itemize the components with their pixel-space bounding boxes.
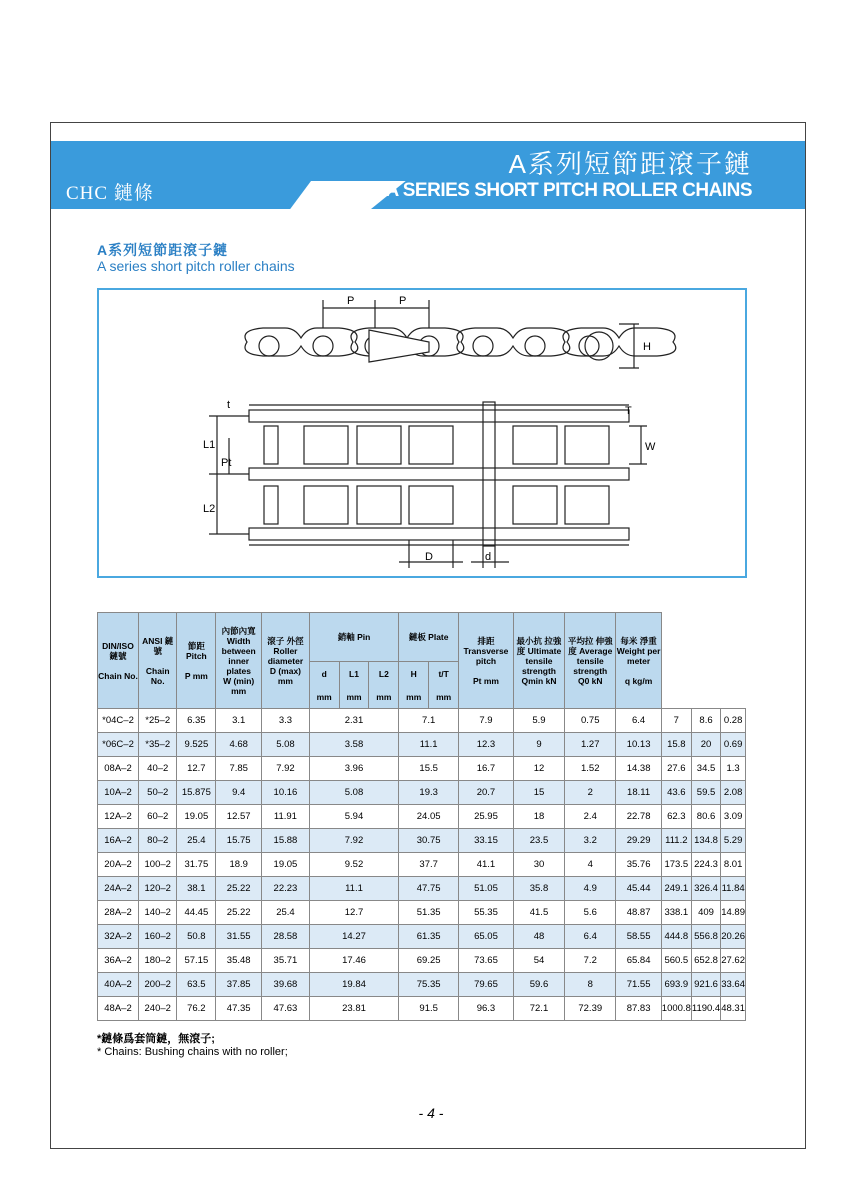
table-cell: 12.7 bbox=[177, 757, 216, 781]
table-cell: 45.44 bbox=[616, 877, 661, 901]
table-cell: 19.05 bbox=[177, 805, 216, 829]
table-cell: 54 bbox=[513, 949, 564, 973]
table-cell: 12A–2 bbox=[98, 805, 139, 829]
table-cell: 31.75 bbox=[177, 853, 216, 877]
table-row bbox=[98, 877, 746, 901]
table-cell: 55.35 bbox=[459, 901, 514, 925]
table-cell: 5.08 bbox=[309, 781, 398, 805]
dim-label-p2: P bbox=[399, 295, 407, 307]
table-cell: 6.4 bbox=[565, 925, 616, 949]
table-cell: 87.83 bbox=[616, 997, 661, 1021]
col-plate: 鏈板 Plate H mm t/T mm bbox=[399, 613, 459, 709]
table-cell: 1000.8 bbox=[661, 997, 691, 1021]
table-cell: 1.27 bbox=[565, 733, 616, 757]
chain-diagram bbox=[97, 288, 747, 578]
table-cell: 48 bbox=[513, 925, 564, 949]
table-cell: 3.3 bbox=[262, 709, 310, 733]
table-cell: 338.1 bbox=[661, 901, 691, 925]
table-cell: 31.55 bbox=[216, 925, 262, 949]
table-cell: 80.6 bbox=[691, 805, 720, 829]
col-ultimate: 最小抗 拉強度 Ultimate tensile strength Qmin kN bbox=[513, 613, 564, 709]
table-cell: 7.1 bbox=[399, 709, 459, 733]
table-cell: 72.39 bbox=[565, 997, 616, 1021]
table-cell: 96.3 bbox=[459, 997, 514, 1021]
table-cell: 40A–2 bbox=[98, 973, 139, 997]
table-cell: 140–2 bbox=[139, 901, 177, 925]
table-cell: *04C–2 bbox=[98, 709, 139, 733]
table-cell: 91.5 bbox=[399, 997, 459, 1021]
table-cell: 224.3 bbox=[691, 853, 720, 877]
table-cell: 19.05 bbox=[262, 853, 310, 877]
table-cell: 14.89 bbox=[721, 901, 746, 925]
table-cell: 1.3 bbox=[721, 757, 746, 781]
table-cell: 58.55 bbox=[616, 925, 661, 949]
table-cell: 33.15 bbox=[459, 829, 514, 853]
table-cell: 34.5 bbox=[691, 757, 720, 781]
table-cell: 10.13 bbox=[616, 733, 661, 757]
table-cell: 12.3 bbox=[459, 733, 514, 757]
table-cell: 76.2 bbox=[177, 997, 216, 1021]
table-cell: 15 bbox=[513, 781, 564, 805]
table-cell: 19.3 bbox=[399, 781, 459, 805]
table-cell: 57.15 bbox=[177, 949, 216, 973]
table-cell: 12.57 bbox=[216, 805, 262, 829]
table-cell: 9.525 bbox=[177, 733, 216, 757]
table-cell: 921.6 bbox=[691, 973, 720, 997]
dim-label-D: D bbox=[425, 551, 433, 563]
table-cell: 59.5 bbox=[691, 781, 720, 805]
table-cell: 111.2 bbox=[661, 829, 691, 853]
col-weight: 每米 淨重 Weight per meter q kg/m bbox=[616, 613, 661, 709]
table-cell: 08A–2 bbox=[98, 757, 139, 781]
table-cell: 44.45 bbox=[177, 901, 216, 925]
table-cell: 51.35 bbox=[399, 901, 459, 925]
table-cell: 79.65 bbox=[459, 973, 514, 997]
table-cell: 30.75 bbox=[399, 829, 459, 853]
col-roller: 滾子 外徑 Roller diameter D (max) mm bbox=[262, 613, 310, 709]
table-cell: 16.7 bbox=[459, 757, 514, 781]
table-cell: 22.23 bbox=[262, 877, 310, 901]
table-row bbox=[98, 733, 746, 757]
table-cell: 73.65 bbox=[459, 949, 514, 973]
table-cell: 5.08 bbox=[262, 733, 310, 757]
col-average: 平均拉 伸強度 Average tensile strength Q0 kN bbox=[565, 613, 616, 709]
table-cell: *06C–2 bbox=[98, 733, 139, 757]
table-cell: 25.4 bbox=[177, 829, 216, 853]
table-cell: 326.4 bbox=[691, 877, 720, 901]
dim-label-w: W bbox=[645, 441, 656, 453]
table-cell: 51.05 bbox=[459, 877, 514, 901]
table-cell: 9 bbox=[513, 733, 564, 757]
table-row bbox=[98, 709, 746, 733]
table-cell: 32A–2 bbox=[98, 925, 139, 949]
table-cell: 8 bbox=[565, 973, 616, 997]
table-cell: 7.92 bbox=[309, 829, 398, 853]
table-row bbox=[98, 949, 746, 973]
table-cell: 200–2 bbox=[139, 973, 177, 997]
brand-label: CHC 鏈條 bbox=[66, 183, 154, 204]
table-cell: 0.28 bbox=[721, 709, 746, 733]
table-cell: 8.6 bbox=[691, 709, 720, 733]
table-cell: 15.875 bbox=[177, 781, 216, 805]
table-cell: 560.5 bbox=[661, 949, 691, 973]
table-cell: 80–2 bbox=[139, 829, 177, 853]
table-cell: 134.8 bbox=[691, 829, 720, 853]
table-cell: 23.81 bbox=[309, 997, 398, 1021]
table-cell: 37.85 bbox=[216, 973, 262, 997]
dim-label-t: t bbox=[227, 399, 231, 411]
table-cell: 65.84 bbox=[616, 949, 661, 973]
table-cell: 43.6 bbox=[661, 781, 691, 805]
table-cell: 75.35 bbox=[399, 973, 459, 997]
table-cell: 7.85 bbox=[216, 757, 262, 781]
dim-label-pt: Pt bbox=[221, 457, 232, 469]
table-cell: 20 bbox=[691, 733, 720, 757]
table-row bbox=[98, 901, 746, 925]
table-cell: 11.1 bbox=[309, 877, 398, 901]
table-cell: 25.22 bbox=[216, 877, 262, 901]
table-row bbox=[98, 757, 746, 781]
table-cell: 3.96 bbox=[309, 757, 398, 781]
table-cell: 41.1 bbox=[459, 853, 514, 877]
table-cell: 10.16 bbox=[262, 781, 310, 805]
table-cell: 18 bbox=[513, 805, 564, 829]
table-cell: 38.1 bbox=[177, 877, 216, 901]
table-cell: 27.62 bbox=[721, 949, 746, 973]
table-cell: 33.64 bbox=[721, 973, 746, 997]
table-cell: 173.5 bbox=[661, 853, 691, 877]
table-cell: 47.63 bbox=[262, 997, 310, 1021]
note-en: * Chains: Bushing chains with no roller; bbox=[97, 1046, 288, 1058]
table-cell: 48.87 bbox=[616, 901, 661, 925]
table-row bbox=[98, 805, 746, 829]
table-cell: 63.5 bbox=[177, 973, 216, 997]
table-cell: 0.69 bbox=[721, 733, 746, 757]
table-cell: 18.9 bbox=[216, 853, 262, 877]
table-cell: 20.7 bbox=[459, 781, 514, 805]
table-cell: 25.22 bbox=[216, 901, 262, 925]
table-cell: 409 bbox=[691, 901, 720, 925]
table-row bbox=[98, 781, 746, 805]
table-cell: 30 bbox=[513, 853, 564, 877]
table-cell: 50.8 bbox=[177, 925, 216, 949]
spec-table bbox=[97, 612, 746, 1021]
table-cell: 444.8 bbox=[661, 925, 691, 949]
col-pin: 銷軸 Pin d mm L1 mm L2 mm bbox=[309, 613, 398, 709]
dim-label-h: H bbox=[643, 341, 651, 353]
col-width: 內節內寬 Width between inner plates W (min) mm bbox=[216, 613, 262, 709]
table-cell: 27.6 bbox=[661, 757, 691, 781]
table-cell: 17.46 bbox=[309, 949, 398, 973]
table-row bbox=[98, 925, 746, 949]
table-row bbox=[98, 997, 746, 1021]
table-cell: 20A–2 bbox=[98, 853, 139, 877]
dim-label-d: d bbox=[485, 551, 492, 563]
table-cell: 15.5 bbox=[399, 757, 459, 781]
section-title-en: A series short pitch roller chains bbox=[97, 258, 295, 274]
table-cell: 9.52 bbox=[309, 853, 398, 877]
table-cell: 62.3 bbox=[661, 805, 691, 829]
table-cell: 11.84 bbox=[721, 877, 746, 901]
col-ansi: ANSI 鏈號 Chain No. bbox=[139, 613, 177, 709]
table-cell: 9.4 bbox=[216, 781, 262, 805]
table-cell: 7 bbox=[661, 709, 691, 733]
dim-label-l1: L1 bbox=[203, 439, 216, 451]
table-row bbox=[98, 853, 746, 877]
table-cell: 16A–2 bbox=[98, 829, 139, 853]
dim-label-l2: L2 bbox=[203, 503, 216, 515]
table-cell: 48A–2 bbox=[98, 997, 139, 1021]
table-cell: 10A–2 bbox=[98, 781, 139, 805]
page-number: - 4 - bbox=[418, 1105, 444, 1121]
table-cell: 556.8 bbox=[691, 925, 720, 949]
table-cell: 11.91 bbox=[262, 805, 310, 829]
table-cell: 28.58 bbox=[262, 925, 310, 949]
table-cell: 160–2 bbox=[139, 925, 177, 949]
table-cell: 7.9 bbox=[459, 709, 514, 733]
table-cell: 69.25 bbox=[399, 949, 459, 973]
table-cell: 39.68 bbox=[262, 973, 310, 997]
table-cell: 2.4 bbox=[565, 805, 616, 829]
table-cell: 35.8 bbox=[513, 877, 564, 901]
table-cell: 249.1 bbox=[661, 877, 691, 901]
table-cell: 35.76 bbox=[616, 853, 661, 877]
table-cell: 7.92 bbox=[262, 757, 310, 781]
table-body bbox=[98, 709, 746, 1021]
table-cell: 40–2 bbox=[139, 757, 177, 781]
table-cell: 1190.4 bbox=[691, 997, 720, 1021]
table-cell: 41.5 bbox=[513, 901, 564, 925]
col-transverse: 排距 Transverse pitch Pt mm bbox=[459, 613, 514, 709]
table-cell: 18.11 bbox=[616, 781, 661, 805]
col-din: DIN/ISO 鏈號 Chain No. bbox=[98, 613, 139, 709]
chain-drawing bbox=[99, 290, 745, 576]
table-cell: 5.29 bbox=[721, 829, 746, 853]
table-cell: 20.26 bbox=[721, 925, 746, 949]
table-cell: 35.48 bbox=[216, 949, 262, 973]
table-cell: 4.9 bbox=[565, 877, 616, 901]
table-cell: 120–2 bbox=[139, 877, 177, 901]
table-cell: 652.8 bbox=[691, 949, 720, 973]
table-cell: 35.71 bbox=[262, 949, 310, 973]
table-cell: 180–2 bbox=[139, 949, 177, 973]
table-cell: 12 bbox=[513, 757, 564, 781]
table-cell: 1.52 bbox=[565, 757, 616, 781]
table-cell: 11.1 bbox=[399, 733, 459, 757]
table-cell: 6.35 bbox=[177, 709, 216, 733]
table-cell: 100–2 bbox=[139, 853, 177, 877]
table-row bbox=[98, 973, 746, 997]
table-header-row bbox=[98, 613, 746, 709]
note-cn: *鏈條爲套筒鏈，無滾子; bbox=[97, 1033, 215, 1045]
page-title-cn: A系列短節距滾子鏈 bbox=[508, 149, 752, 179]
table-cell: 693.9 bbox=[661, 973, 691, 997]
table-cell: 65.05 bbox=[459, 925, 514, 949]
table-cell: 25.95 bbox=[459, 805, 514, 829]
table-cell: 3.1 bbox=[216, 709, 262, 733]
table-cell: 240–2 bbox=[139, 997, 177, 1021]
table-cell: 47.75 bbox=[399, 877, 459, 901]
page-title-en: A SERIES SHORT PITCH ROLLER CHAINS bbox=[385, 180, 752, 201]
table-cell: 25.4 bbox=[262, 901, 310, 925]
table-cell: 59.6 bbox=[513, 973, 564, 997]
table-cell: 71.55 bbox=[616, 973, 661, 997]
table-cell: 48.31 bbox=[721, 997, 746, 1021]
section-title-cn: A系列短節距滾子鏈 bbox=[97, 242, 229, 258]
table-cell: 28A–2 bbox=[98, 901, 139, 925]
table-cell: 6.4 bbox=[616, 709, 661, 733]
table-cell: 12.7 bbox=[309, 901, 398, 925]
table-cell: 22.78 bbox=[616, 805, 661, 829]
table-cell: 5.9 bbox=[513, 709, 564, 733]
table-cell: 2.08 bbox=[721, 781, 746, 805]
table-cell: 15.75 bbox=[216, 829, 262, 853]
table-cell: 50–2 bbox=[139, 781, 177, 805]
table-cell: 24A–2 bbox=[98, 877, 139, 901]
table-cell: 47.35 bbox=[216, 997, 262, 1021]
table-cell: *25–2 bbox=[139, 709, 177, 733]
table-cell: 72.1 bbox=[513, 997, 564, 1021]
table-cell: 5.6 bbox=[565, 901, 616, 925]
table-cell: 4.68 bbox=[216, 733, 262, 757]
table-cell: 15.8 bbox=[661, 733, 691, 757]
table-cell: 29.29 bbox=[616, 829, 661, 853]
table-cell: 2 bbox=[565, 781, 616, 805]
table-cell: 15.88 bbox=[262, 829, 310, 853]
table-cell: 5.94 bbox=[309, 805, 398, 829]
table-cell: 14.38 bbox=[616, 757, 661, 781]
table-cell: 7.2 bbox=[565, 949, 616, 973]
table-cell: 37.7 bbox=[399, 853, 459, 877]
dim-label-T: T bbox=[625, 405, 632, 417]
table-cell: 61.35 bbox=[399, 925, 459, 949]
table-cell: *35–2 bbox=[139, 733, 177, 757]
table-cell: 60–2 bbox=[139, 805, 177, 829]
table-cell: 3.2 bbox=[565, 829, 616, 853]
table-cell: 4 bbox=[565, 853, 616, 877]
table-cell: 3.09 bbox=[721, 805, 746, 829]
table-cell: 8.01 bbox=[721, 853, 746, 877]
table-cell: 24.05 bbox=[399, 805, 459, 829]
table-cell: 23.5 bbox=[513, 829, 564, 853]
table-cell: 19.84 bbox=[309, 973, 398, 997]
dim-label-p1: P bbox=[347, 295, 355, 307]
table-cell: 14.27 bbox=[309, 925, 398, 949]
table-cell: 2.31 bbox=[309, 709, 398, 733]
table-cell: 3.58 bbox=[309, 733, 398, 757]
col-pitch: 節距 Pitch P mm bbox=[177, 613, 216, 709]
table-cell: 0.75 bbox=[565, 709, 616, 733]
table-row bbox=[98, 829, 746, 853]
table-cell: 36A–2 bbox=[98, 949, 139, 973]
